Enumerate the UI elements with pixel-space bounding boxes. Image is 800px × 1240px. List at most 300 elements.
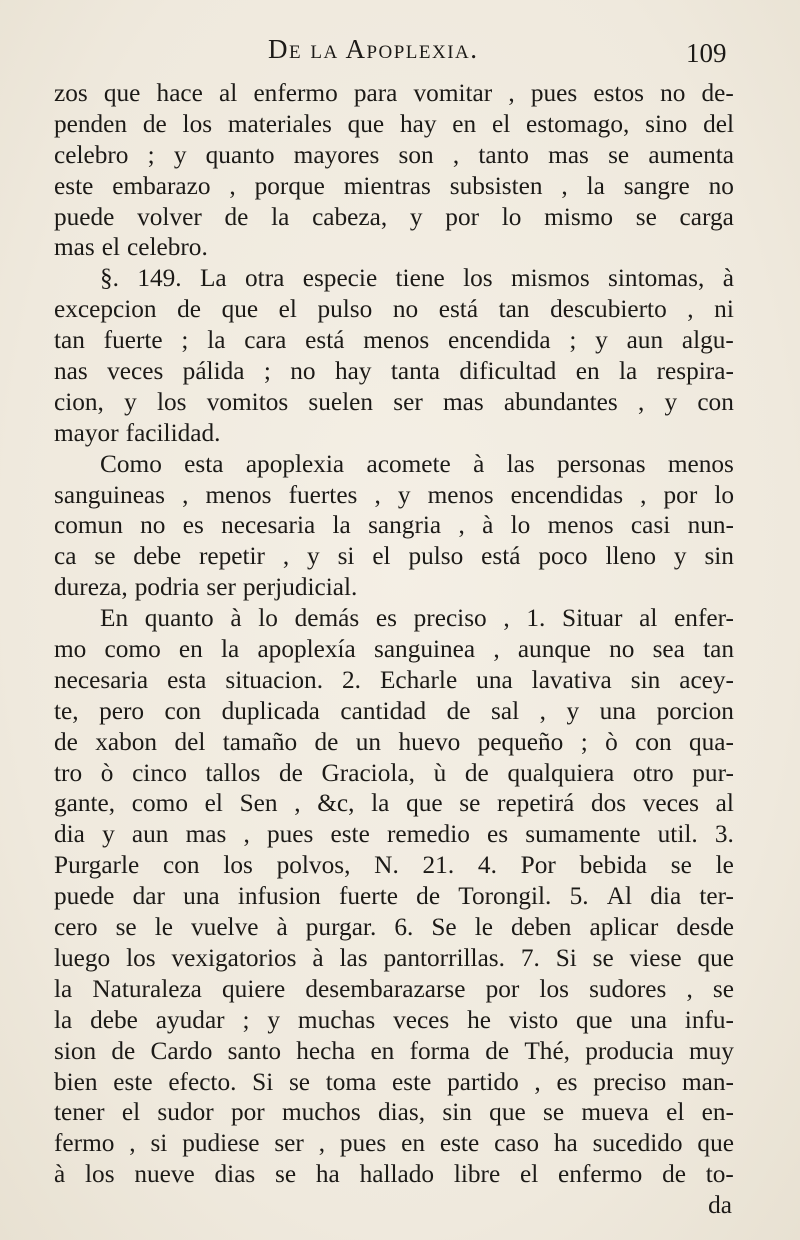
word: lo	[501, 202, 522, 231]
word: y	[673, 542, 687, 571]
word: aplicar	[589, 913, 659, 942]
word: ca	[54, 542, 77, 571]
word: si	[150, 1129, 168, 1158]
word: le	[154, 913, 173, 942]
word: de	[485, 1036, 510, 1065]
text-line	[54, 1190, 734, 1221]
word: ;	[569, 326, 577, 355]
word: tamaño	[222, 727, 298, 756]
word: ò	[100, 758, 114, 787]
word: &c,	[317, 789, 355, 818]
word: sumamente	[525, 820, 641, 849]
word: ,	[452, 140, 460, 169]
word: mas	[548, 140, 589, 169]
word: el	[519, 1160, 539, 1189]
word: descubierto	[550, 295, 667, 324]
word: ,	[294, 789, 301, 818]
text-line	[54, 294, 734, 325]
word: sanguinea	[373, 635, 476, 664]
word: los	[539, 974, 569, 1003]
word: veces	[642, 789, 699, 818]
word: es	[182, 511, 204, 540]
word: este	[439, 1129, 480, 1158]
word: 21.	[422, 851, 455, 880]
word: cara	[244, 326, 287, 355]
word: toma	[325, 1067, 377, 1096]
word: veces	[393, 1005, 450, 1034]
word: N.	[374, 851, 399, 880]
word: ,	[561, 171, 568, 200]
word: fuertes	[288, 480, 358, 509]
word: menos	[363, 326, 430, 355]
word: à	[482, 511, 494, 540]
word: sin	[704, 542, 734, 571]
word: que	[221, 295, 259, 324]
word: bebida	[579, 851, 648, 880]
word: ;	[263, 357, 271, 386]
word: con	[635, 727, 672, 756]
word: mueva	[581, 1098, 649, 1127]
word: de	[224, 202, 249, 231]
word: ,	[493, 635, 500, 664]
word: sintomas,	[608, 264, 705, 293]
word: encendidas	[510, 480, 624, 509]
text-line	[54, 912, 734, 943]
word: facilidad.	[125, 418, 221, 447]
word: una	[599, 696, 637, 725]
word: y	[595, 326, 608, 355]
word: Echarle	[379, 665, 458, 694]
word: dias	[214, 1160, 256, 1189]
text-line	[54, 78, 734, 109]
word: mo	[54, 635, 87, 664]
word: celebro	[54, 140, 129, 169]
word: lleno	[605, 542, 657, 571]
word: qualquiera	[507, 758, 615, 787]
word: encendida	[448, 326, 551, 355]
word: muchos	[281, 1098, 361, 1127]
word: ser	[274, 1129, 304, 1158]
text-line	[54, 603, 734, 634]
word: una	[476, 665, 513, 694]
word: se	[115, 913, 137, 942]
word: que	[697, 943, 734, 972]
word: y	[664, 387, 678, 416]
word: sea	[652, 635, 685, 664]
word: tan	[703, 635, 734, 664]
word: §.	[100, 264, 119, 293]
word: ,	[503, 604, 510, 633]
word: cero	[54, 913, 98, 942]
page-number: 109	[686, 38, 727, 68]
word: enfermo	[253, 79, 338, 107]
word: apoplexia	[245, 449, 345, 478]
word: la	[271, 202, 290, 231]
word: abundantes	[503, 387, 618, 416]
word: viese	[629, 943, 682, 972]
word: enfermo	[558, 1160, 643, 1189]
word: desembarazarse	[305, 974, 466, 1003]
word: que	[575, 1005, 613, 1034]
word: vomitos	[206, 387, 289, 416]
word: se	[275, 1160, 297, 1189]
word: cantidad	[340, 696, 427, 725]
word: Purgarle	[54, 851, 140, 880]
word: cion,	[54, 387, 104, 416]
word: santo	[227, 1036, 281, 1065]
word: dureza,	[54, 573, 128, 602]
word: menos	[667, 449, 734, 478]
text-line	[54, 109, 734, 140]
word: sudor	[157, 1098, 214, 1127]
word: apoplexía	[257, 635, 356, 664]
word: à	[54, 1160, 66, 1189]
word: porque	[254, 171, 325, 200]
text-line	[54, 418, 734, 449]
word: y	[566, 696, 580, 725]
text-line	[54, 943, 734, 974]
word: la	[220, 635, 240, 664]
word: Por	[520, 851, 556, 880]
word: y	[267, 1005, 281, 1034]
word: 149.	[137, 264, 182, 293]
word: de	[177, 295, 201, 324]
word: preciso	[593, 1067, 667, 1096]
word: sanguineas	[54, 480, 165, 509]
word: Thé,	[524, 1036, 570, 1065]
word: del	[174, 727, 206, 756]
word: ù	[433, 758, 447, 787]
text-line	[54, 356, 734, 387]
word: este	[113, 1067, 153, 1096]
word: pequeño	[477, 727, 564, 756]
text-line	[54, 850, 734, 881]
word: pur-	[692, 758, 734, 787]
word: ,	[229, 171, 236, 200]
word: mas	[54, 233, 95, 262]
word: se	[459, 789, 481, 818]
text-line	[54, 727, 734, 758]
word: La	[199, 264, 227, 293]
word: no	[392, 295, 419, 324]
word: estos	[593, 79, 644, 107]
text-line	[54, 634, 734, 665]
word: ,	[318, 1129, 326, 1158]
word: aun	[131, 820, 169, 849]
word: dias,	[377, 1098, 426, 1127]
word: situacion.	[225, 665, 324, 694]
word: de	[142, 109, 167, 138]
word: sin	[442, 1098, 472, 1127]
word: está	[481, 542, 521, 571]
word: la	[371, 789, 390, 818]
word: se	[94, 542, 116, 571]
word: nueve	[134, 1160, 195, 1189]
word: este	[330, 820, 370, 849]
word: puede	[54, 882, 115, 911]
word: las	[339, 943, 368, 972]
word: debe	[133, 542, 182, 571]
word: Situar	[562, 604, 623, 633]
text-line	[54, 140, 734, 171]
word: este	[54, 171, 94, 200]
word: excepcion	[54, 295, 157, 324]
word: tanto	[478, 140, 529, 169]
word: no	[290, 357, 316, 386]
word: ter-	[699, 882, 734, 911]
word: sangria	[368, 511, 442, 540]
word: mayores	[293, 140, 380, 169]
word: que	[406, 789, 443, 818]
word: ;	[242, 1005, 250, 1034]
text-line	[54, 974, 734, 1005]
text-line	[54, 881, 734, 912]
word: no	[609, 635, 635, 664]
word: Se	[431, 913, 457, 942]
word: estomago,	[526, 109, 630, 138]
word: ,	[129, 1129, 136, 1158]
word: no	[708, 171, 734, 200]
word: qua-	[688, 727, 734, 756]
word: sion	[54, 1036, 97, 1065]
text-line	[54, 1005, 734, 1036]
word: de	[314, 727, 339, 756]
word: dia	[650, 882, 682, 911]
word: to-	[705, 1160, 734, 1189]
word: no	[140, 511, 166, 540]
word: quanto	[144, 604, 214, 633]
running-title: De la Apoplexia.	[268, 34, 479, 64]
text-line	[54, 819, 734, 850]
word: ;	[181, 326, 189, 355]
word: sangre	[623, 171, 690, 200]
word: de-	[701, 79, 734, 107]
word: en	[575, 357, 600, 386]
word: la	[586, 171, 605, 200]
word: la	[54, 974, 73, 1003]
word: que	[489, 1098, 526, 1127]
word: sucedido	[592, 1129, 683, 1158]
word: dia	[54, 820, 85, 849]
word: menos	[547, 511, 614, 540]
word: Al	[606, 882, 633, 911]
text-line	[54, 510, 734, 541]
word: carga	[679, 202, 734, 231]
word: la	[618, 357, 638, 386]
word: y	[397, 480, 411, 509]
word: mas	[185, 820, 227, 849]
word: el	[204, 789, 223, 818]
body-text	[54, 78, 734, 1221]
word: producia	[585, 1036, 674, 1065]
word: polvos,	[276, 851, 351, 880]
word: con	[163, 851, 200, 880]
word: se	[670, 851, 692, 880]
word: tan	[498, 295, 530, 324]
word: la	[54, 1005, 73, 1034]
word: infu-	[684, 1005, 734, 1034]
word: ;	[147, 140, 155, 169]
word: se	[712, 974, 734, 1003]
text-line	[54, 325, 734, 356]
word: muy	[688, 1036, 734, 1065]
word: muchas	[297, 1005, 376, 1034]
word: Sen	[239, 789, 278, 818]
word: mismos	[510, 264, 590, 293]
text-line	[54, 202, 734, 233]
word: preciso	[413, 604, 487, 633]
word: Naturaleza	[92, 974, 202, 1003]
word: porcion	[656, 696, 734, 725]
word: à	[312, 943, 324, 972]
word: man-	[682, 1067, 734, 1096]
text-line	[54, 1159, 734, 1190]
word: enfer-	[674, 604, 734, 633]
word: casi	[630, 511, 671, 540]
text-line	[54, 541, 734, 572]
word: aun	[626, 326, 664, 355]
word: infusion	[237, 882, 321, 911]
word: veces	[107, 357, 164, 386]
word: fermo	[54, 1129, 115, 1158]
word: en	[370, 1036, 395, 1065]
text-line	[54, 387, 734, 418]
word: forma	[409, 1036, 470, 1065]
text-line	[54, 696, 734, 727]
word: huevo	[398, 727, 461, 756]
word: le	[715, 851, 734, 880]
word: libre	[453, 1160, 501, 1189]
word: como	[104, 635, 161, 664]
word: mayor	[54, 418, 119, 447]
word: ser	[206, 573, 236, 602]
word: suelen	[308, 387, 374, 416]
word: mas	[442, 387, 484, 416]
word: algu-	[681, 326, 734, 355]
word: perjudicial.	[242, 573, 358, 602]
word: al	[639, 604, 658, 633]
word: demás	[294, 604, 360, 633]
word: Como	[100, 449, 162, 478]
word: pues	[530, 79, 578, 107]
word: menos	[205, 480, 272, 509]
word: xabon	[95, 727, 158, 756]
word: penden	[54, 109, 128, 138]
word: y	[124, 387, 137, 416]
word: sino	[645, 109, 688, 138]
word: sudores	[589, 974, 667, 1003]
word: esta	[184, 449, 224, 478]
word: de	[111, 1036, 136, 1065]
word: el	[101, 233, 121, 262]
word: visto	[508, 1005, 559, 1034]
word: en	[452, 109, 477, 138]
word: util.	[657, 820, 698, 849]
word: al	[715, 789, 734, 818]
word: menos	[427, 480, 494, 509]
word: se	[592, 943, 614, 972]
word: la	[207, 326, 226, 355]
word: que	[347, 109, 385, 138]
word: el	[666, 1098, 685, 1127]
word: cabeza,	[312, 202, 388, 231]
word: de	[278, 758, 303, 787]
word: 2.	[342, 665, 361, 694]
word: ha	[315, 1160, 340, 1189]
word: partido	[447, 1067, 519, 1096]
word: los	[182, 109, 213, 138]
word: para	[353, 79, 398, 107]
word: es	[556, 1067, 578, 1096]
word: ser	[393, 387, 423, 416]
word: bien	[54, 1067, 98, 1096]
word: materiales	[227, 109, 332, 138]
word: hay	[334, 357, 372, 386]
word: hace	[156, 79, 203, 107]
word: he	[467, 1005, 492, 1034]
text-line	[54, 1097, 734, 1128]
word: la	[332, 511, 351, 540]
word: ,	[508, 79, 515, 107]
word: por	[230, 1098, 265, 1127]
word: de	[464, 758, 489, 787]
word: repetir	[198, 542, 265, 571]
word: puede	[54, 202, 115, 231]
word: ò	[605, 727, 618, 756]
word: de	[416, 882, 441, 911]
word: Si	[555, 943, 577, 972]
word: con	[164, 696, 202, 725]
word: se	[635, 202, 657, 231]
word: le	[474, 913, 493, 942]
word: está	[438, 295, 479, 324]
word: 4.	[477, 851, 497, 880]
word: pálida	[182, 357, 245, 386]
word: 1.	[526, 604, 546, 633]
word: los	[463, 264, 493, 293]
word: ,	[534, 1067, 541, 1096]
word: es	[487, 820, 509, 849]
word: ,	[637, 387, 645, 416]
word: ni	[714, 295, 734, 324]
word: ,	[687, 295, 694, 324]
word: este	[392, 1067, 432, 1096]
word: los	[223, 851, 253, 880]
word: tro	[54, 758, 83, 787]
word: nun-	[687, 511, 734, 540]
word: por	[485, 974, 520, 1003]
text-line	[54, 449, 734, 480]
word: por	[663, 480, 698, 509]
word: fuerte	[338, 882, 398, 911]
word: un	[355, 727, 382, 756]
word: comun	[54, 511, 123, 540]
word: que	[697, 1129, 734, 1158]
word: nas	[54, 357, 88, 386]
word: quiere	[222, 974, 286, 1003]
text-line	[54, 572, 734, 603]
word: sin	[630, 665, 661, 694]
word: los	[85, 1160, 115, 1189]
word: da	[708, 1191, 732, 1220]
text-line	[54, 758, 734, 789]
word: debe	[90, 1005, 138, 1034]
word: pues	[339, 1129, 387, 1158]
word: lo	[510, 511, 531, 540]
word: tener	[54, 1098, 105, 1127]
word: los	[126, 943, 156, 972]
word: desde	[676, 913, 734, 942]
